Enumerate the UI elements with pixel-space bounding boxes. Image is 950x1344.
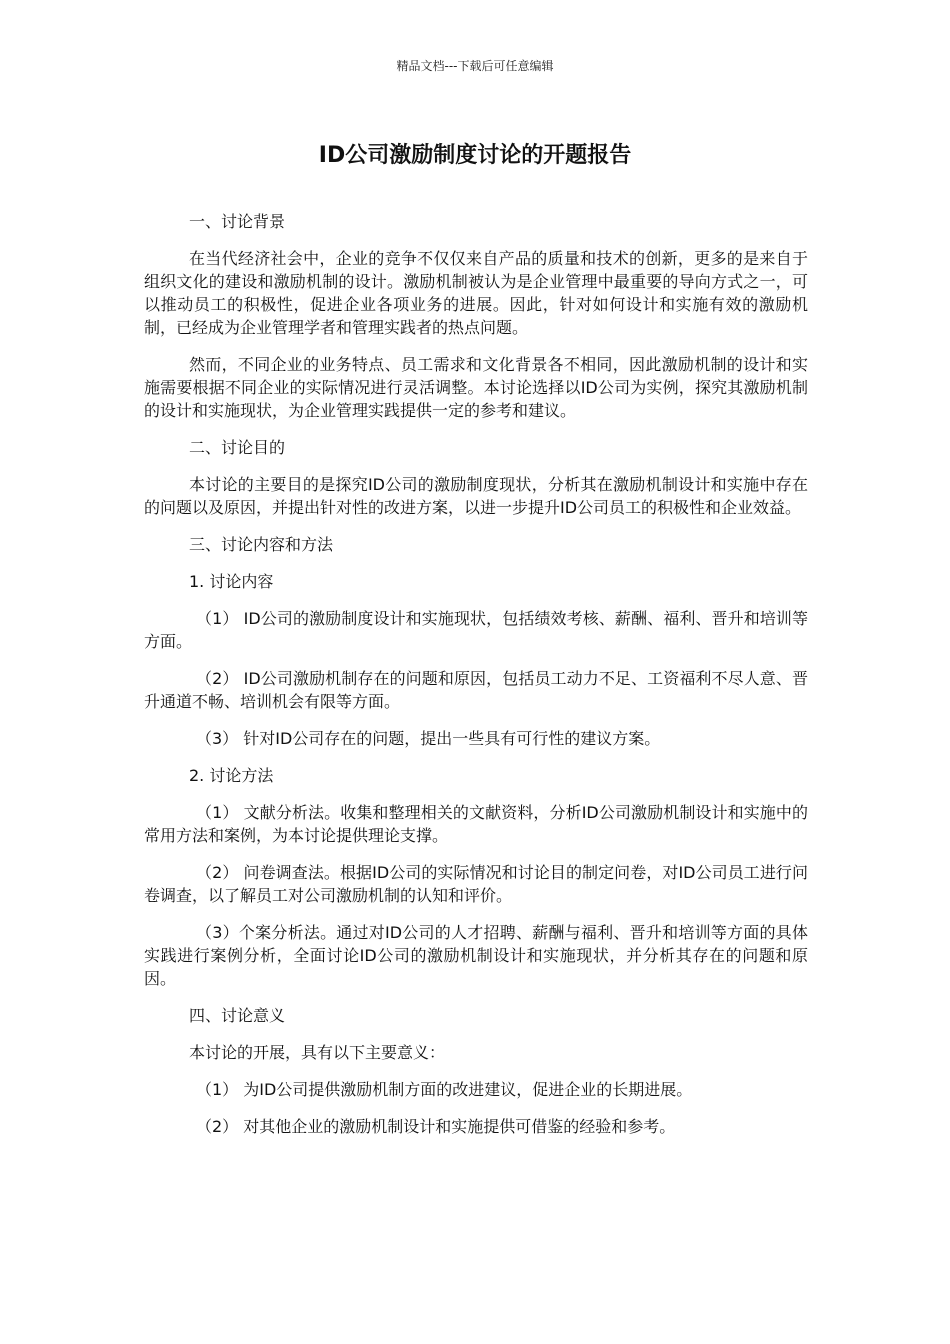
section-heading-significance: 四、讨论意义 [189, 1006, 286, 1025]
list-item: （2） 对其他企业的激励机制设计和实施提供可借鉴的经验和参考。 [196, 1117, 676, 1136]
document-title: ID公司激励制度讨论的开题报告 [318, 143, 632, 168]
body-paragraph: 本讨论的主要目的是探究ID公司的激励制度现状，分析其在激励机制设计和实施中存在的问题以及原因，并提出针对性的改进方案，以进一步提升ID公司员工的积极性和企业效益。 [144, 475, 808, 517]
subsection-heading-content: 1. 讨论内容 [189, 572, 274, 591]
list-item: （3） 针对ID公司存在的问题，提出一些具有可行性的建议方案。 [196, 729, 661, 748]
list-item: （3）个案分析法。通过对ID公司的人才招聘、薪酬与福利、晋升和培训等方面的具体实践进行案例分析，全面讨论ID公司的激励机制设计和实施现状，并分析其存在的问题和原因。 [144, 923, 808, 988]
body-paragraph: 然而，不同企业的业务特点、员工需求和文化背景各不相同，因此激励机制的设计和实施需要根据不同企业的实际情况进行灵活调整。本讨论选择以ID公司为实例，探究其激励机制的设计和实施现状，为企业管理实践提供一定的参考和建议。 [144, 355, 808, 420]
subsection-heading-methods: 2. 讨论方法 [189, 766, 274, 785]
list-item: （1） 文献分析法。收集和整理相关的文献资料，分析ID公司激励机制设计和实施中的常用方法和案例，为本讨论提供理论支撑。 [144, 803, 808, 845]
body-paragraph: 在当代经济社会中，企业的竞争不仅仅来自产品的质量和技术的创新，更多的是来自于组织文化的建设和激励机制的设计。激励机制被认为是企业管理中最重要的导向方式之一，可以推动员工的积极性，促进企业各项业务的进展。因此，针对如何设计和实施有效的激励机制，已经成为企业管理学者和管理实践者的热点问题。 [144, 249, 808, 337]
list-item: （2） 问卷调查法。根据ID公司的实际情况和讨论目的制定问卷，对ID公司员工进行问卷调查，以了解员工对公司激励机制的认知和评价。 [144, 863, 808, 905]
list-item: （2） ID公司激励机制存在的问题和原因，包括员工动力不足、工资福利不尽人意、晋升通道不畅、培训机会有限等方面。 [144, 669, 808, 711]
section-heading-purpose: 二、讨论目的 [189, 438, 286, 457]
body-paragraph: 本讨论的开展，具有以下主要意义： [189, 1043, 446, 1062]
list-item: （1） 为ID公司提供激励机制方面的改进建议，促进企业的长期进展。 [196, 1080, 693, 1099]
list-item: （1） ID公司的激励制度设计和实施现状，包括绩效考核、薪酬、福利、晋升和培训等方面。 [144, 609, 808, 651]
section-heading-content-methods: 三、讨论内容和方法 [189, 535, 334, 554]
page-header: 精品文档---下载后可任意编辑 [396, 59, 554, 73]
section-heading-background: 一、讨论背景 [189, 212, 286, 231]
document-body [144, 210, 808, 1152]
